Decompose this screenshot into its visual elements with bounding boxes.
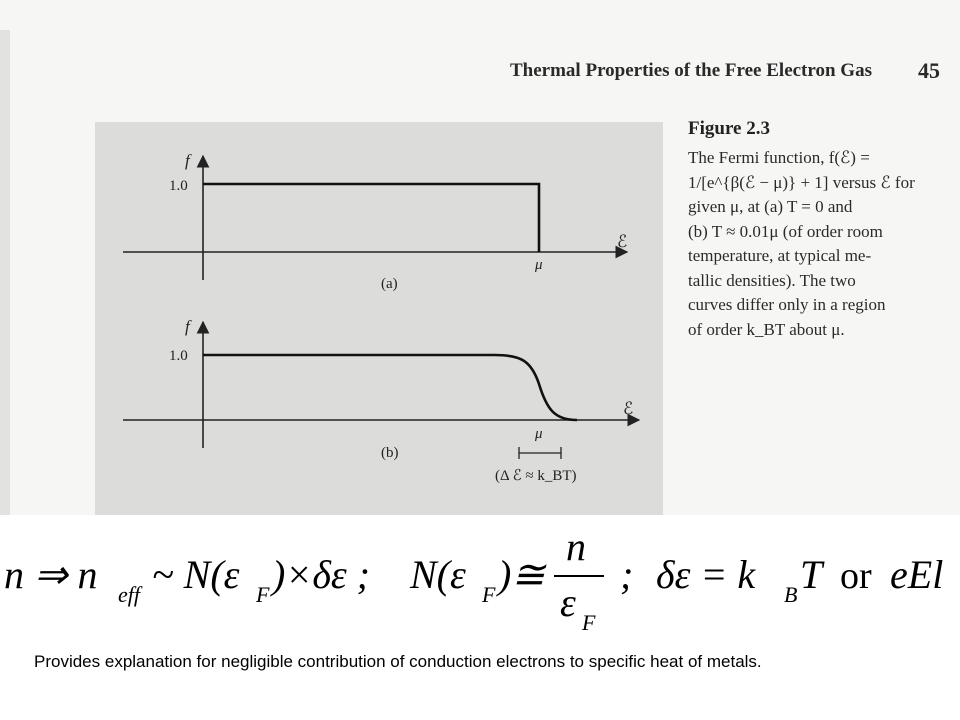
fermi-function-plots [95,122,663,515]
panel-b-tick-label: 1.0 [169,348,188,364]
eq-part6: ; [620,552,634,597]
panel-a-f-label: f [185,151,190,170]
panel-b-f-label: f [185,317,190,336]
eq-numerator: n [566,528,586,569]
eq-f-subscript-1: F [256,582,270,607]
scan-binding-shadow [0,30,10,515]
fermi-function-figure [95,122,663,515]
panel-b-mu-label: μ [535,426,543,442]
panel-b-smooth-curve [203,355,577,420]
caption-line: of order k_BT about μ. [688,319,845,339]
eq-f-subscript-3: F [582,610,596,635]
eq-part8: T [800,552,823,597]
page-number: 45 [918,58,940,83]
width-annotation: (Δ ℰ ≈ k_BT) [495,468,577,484]
figure-caption-title: Figure 2.3 [688,118,770,139]
eq-part1: n ⇒ n [4,552,98,597]
running-head: Thermal Properties of the Free Electron Gas [510,60,872,81]
eq-part4: N(ε [410,552,466,597]
panel-a-tick-label: 1.0 [169,178,188,194]
caption-line: tallic densities). The two [688,270,856,290]
eq-part3: )×δε ; [272,552,370,597]
panel-a-mu-label: μ [535,257,543,273]
eq-f-subscript-2: F [482,582,496,607]
eq-part5: )≅ [498,552,545,597]
figure-caption-body [688,146,944,342]
panel-a-x-label: ℰ [617,232,628,251]
equation-svg [0,528,960,638]
caption-line: given μ, at (a) T = 0 and [688,197,853,216]
eq-part7: δε = k [656,552,756,597]
eq-part2: ~ N(ε [152,552,240,597]
panel-a-step-curve [203,184,539,252]
eq-b-subscript: B [784,582,798,607]
panel-b-label: (b) [381,445,399,461]
explanation-text: Provides explanation for negligible contribution of conduction electrons to specific heat of metals. [34,652,762,671]
panel-a [123,151,627,292]
caption-line: (b) T ≈ 0.01μ (of order room [688,221,883,241]
panel-b-x-label: ℰ [623,399,634,418]
eq-alternative: eEl [890,552,944,597]
effective-density-equation [0,528,960,638]
caption-line: The Fermi function, f(ℰ) = [688,148,870,167]
caption-line: temperature, at typical me- [688,246,872,265]
caption-line: curves differ only in a region [688,295,886,314]
caption-line: 1/[e^{β(ℰ − μ)} + 1] versus ℰ for [688,172,915,192]
eq-eff-subscript: eff [118,582,140,607]
eq-denominator: ε [560,580,576,625]
eq-or-word: or [840,555,872,597]
panel-b [123,317,639,484]
panel-a-label: (a) [381,276,398,292]
